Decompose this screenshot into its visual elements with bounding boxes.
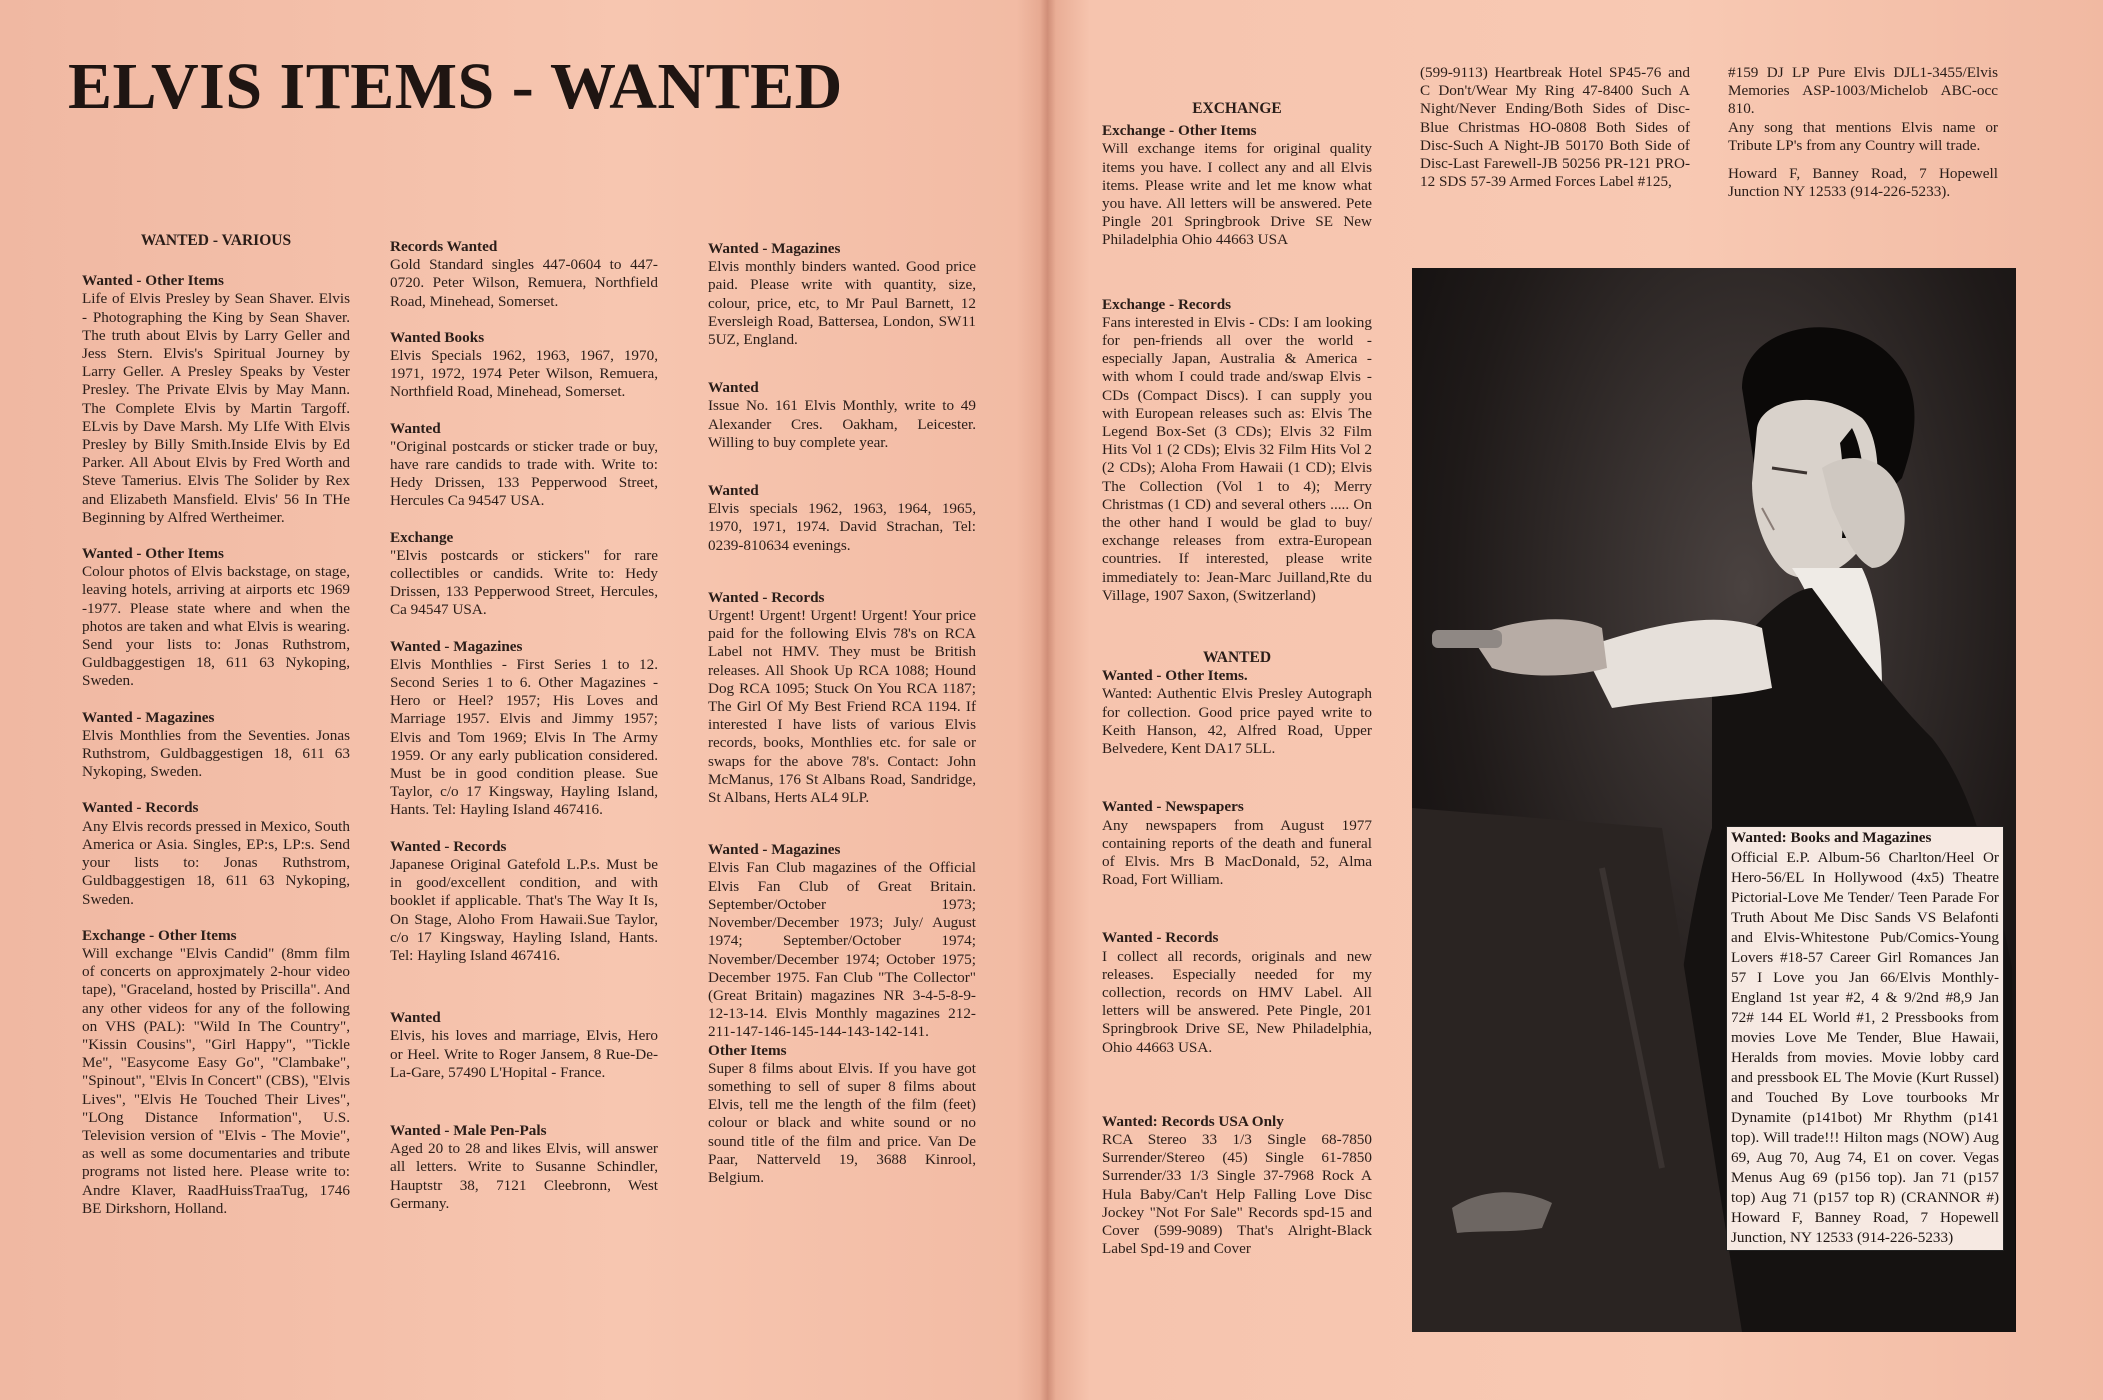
ad-text-continued: #159 DJ LP Pure Elvis DJL1-3455/Elvis Memories ASP-1003/Michelob ABC-occ 810. [1728,64,1998,118]
ad-heading: Exchange - Other Items [1102,122,1257,140]
ad-text: Wanted: Authentic Elvis Presley Autograph for collection. Good price payed write to Keith Hanson, 42, Alfred Road, Upper Belvedere, Kent DA17 5LL. [1102,685,1372,758]
ad-text: Aged 20 to 28 and likes Elvis, will answer all letters. Write to Susanne Schindler, Hauptstr 38, 7121 Cleebronn, West Germany. [390,1140,658,1212]
ad-text: Will exchange items for original quality items you have. I collect any and all Elvis items. Please write and let me know what you have. All letters will be answered. Pete Pingle 201 Springbrook Drive SE New Philadelphia Ohio 44663 USA [1102,140,1372,249]
ad-heading: Wanted - Magazines [708,841,841,859]
column-5 [1420,64,1690,191]
column-2 [390,238,658,1231]
column-4 [1102,100,1372,1276]
section-heading-wanted: WANTED [1202,649,1272,667]
classified-ad [1102,1113,1372,1259]
ad-text: Elvis monthly binders wanted. Good price paid. Please write with quantity, size, colour, price, etc, to Mr Paul Barnett, 12 Eversleigh Road, Battersea, London, SW11 5UZ, England. [708,258,976,349]
classified-ad [82,799,350,908]
classified-ad [708,841,976,1187]
section-heading-wanted-various: WANTED - VARIOUS [140,232,292,249]
ad-heading: Wanted [390,1009,441,1027]
ad-text: Urgent! Urgent! Urgent! Urgent! Your price paid for the following Elvis 78's on RCA Label not HMV. They must be British releases. All Shook Up RCA 1088; Hound Dog RCA 1095; Stuck On You RCA 1187; The Girl Of My Best Friend RCA 1194. If interested I have lists of various Elvis records, books, Monthlies etc. for sale or swaps for the above 78's. Contact: John McManus, 176 St Albans Road, Sandridge, St Albans, Herts AL4 9LP. [708,607,976,807]
classified-ad [390,1009,658,1082]
ad-text: Colour photos of Elvis backstage, on stage, leaving hotels, arriving at airports etc 1969 -1977. Please state where and when the photos are taken and what Elvis is wearing. Send your lists to: Jonas Ruthstrom, Guldbaggestigen 18, 611 63 Nykoping, Sweden. [82,563,350,690]
classified-ad [390,420,658,511]
ad-heading: Wanted [390,419,441,437]
classified-ad [708,482,976,555]
ad-text: RCA Stereo 33 1/3 Single 68-7850 Surrender/Stereo (45) Single 61-7850 Surrender/33 1/3 Single 37-7968 Rock A Hula Baby/Can't Help Falling Love Disc Jockey "Not For Sale" Records spd-15 and Cover (599-9089) That's Alright-Black Label Spd-19 and Cover [1102,1130,1372,1258]
box-heading: Wanted: Books and Magazines [1731,829,1932,846]
ad-text: Elvis Monthlies from the Seventies. Jonas Ruthstrom, Guldbaggestigen 18, 611 63 Nykoping, Sweden. [82,726,350,781]
column-1 [82,232,350,1236]
ad-heading: Wanted - Records [82,799,199,817]
ad-heading: Exchange [390,528,454,546]
ad-text: Any Elvis records pressed in Mexico, South America or Asia. Singles, EP:s, LP:s. Send your lists to: Jonas Ruthstrom, Guldbaggestigen 18, 611 63 Nykoping, Sweden. [82,817,350,908]
classified-ad [1102,798,1372,889]
classified-ad [1102,122,1372,249]
ad-heading: Wanted - Other Items [82,545,224,563]
ad-heading: Wanted - Newspapers [1102,798,1244,816]
ad-heading: Wanted - Male Pen-Pals [390,1121,547,1139]
classified-ad [390,638,658,820]
ad-heading: Wanted - Records [390,837,507,855]
classified-ad [1102,296,1372,605]
classified-ad [390,838,658,965]
ad-text: Elvis specials 1962, 1963, 1964, 1965, 1970, 1971, 1974. David Strachan, Tel: 0239-810634 evenings. [708,500,976,554]
classified-ad [1102,667,1372,758]
ad-text: Fans interested in Elvis - CDs: I am looking for pen-friends all over the world - especially Japan, Australia & America - with whom I could trade and/swap Elvis - CDs (Compact Discs). I can supply you with European releases such as: Elvis The Legend Box-Set (3 CDs); Elvis 32 Film Hits Vol 1 (2 CDs); Elvis 32 Film Hits Vol 2 (2 CDs); Aloha From Hawaii (1 CD); Elvis The Collection (Vol 1 to 4); Merry Christmas (1 CD) and several others ..... On the other hand I would be glad to buy/ exchange releases from extra-European countries. If interested, please write immediately to: Jean-Marc Juilland,Rte du Village, 1907 Saxon, (Switzerland) [1102,313,1372,604]
ad-heading: Wanted - Other Items [82,272,224,290]
ad-text: "Original postcards or sticker trade or buy, have rare candids to trade with. Write to: Hedy Drissen, 133 Pepperwood Street, Hercules Ca 94547 USA. [390,437,658,510]
classified-ad [390,529,658,620]
ad-heading: Wanted - Records [708,588,825,606]
ad-text: Issue No. 161 Elvis Monthly, write to 49 Alexander Cres. Oakham, Leicester. Willing to buy complete year. [708,397,976,451]
classified-ad [390,238,658,311]
ad-text: Life of Elvis Presley by Sean Shaver. Elvis - Photographing the King by Sean Shaver. The truth about Elvis by Larry Geller and Jess Stern. Elvis's Spiritual Journey by Larry Geller. A Presley Speaks by Vester Presley. The Private Elvis by May Mann. The Complete Elvis by Martin Targoff. ELvis by Dave Marsh. My LIfe With Elvis Presley by Billy Smith.Inside Elvis by Ed Parker. All About Elvis by Fred Worth and Steve Tamerius. Elvis The Solider by Rex and Elizabeth Mansfield. Elvis' 56 In THe Beginning by Alfred Wertheimer. [82,290,350,526]
classified-ad [82,709,350,782]
ad-heading: Records Wanted [390,238,498,255]
classified-ad [1102,929,1372,1056]
ad-text: Will exchange "Elvis Candid" (8mm film of concerts on approxjmately 2-hour video tape), "Graceland, hosted by Priscilla". And any other videos for any of the following on VHS (PAL): "Wild In The Country", "Kissin Cousins", "Girl Happy", "Tickle Me", "Easycome Easy Go", "Clambake", "Spinout", "Elvis In Concert" (CBS), "Elvis Lives", "Elvis He Touched Their Lives", "LOng Distance Information", U.S. Television version of "Elvis - The Movie", as well as some documentaries and tribute programs not listed here. Please write to: Andre Klaver, RaadHuissTraaTug, 1746 BE Dirkshorn, Holland. [82,944,350,1217]
ad-subheading: Other Items [708,1041,787,1059]
ad-text: Japanese Original Gatefold L.P.s. Must be in good/excellent condition, and with booklet if applicable. That's The Way It Is, On Stage, Aloho From Hawaii.Sue Taylor, c/o 17 Kingsway, Hayling Island, Hants. Tel: Hayling Island 467416. [390,855,658,964]
classified-ad [390,329,658,402]
box-text: Official E.P. Album-56 Charlton/Heel Or Hero-56/EL In Hollywood (4x5) Theatre Pictorial-Love Me Tender/ Teen Parade For Truth About Me Disc Sands VS Belafonti and Elvis-Whitestone Pub/Comics-Young Lovers #18-57 Career Girl Romances Jan 57 I Love you Jan 66/Elvis Monthly-England 1st year #2, 4 & 9/2nd #8,9 Jan 72# 144 EL World #1, 2 Pressbooks from movies Love Me Tender, Blue Hawaii, Heralds from movies. Movie lobby card and pressbook EL The Movie (Kurt Russel) and Touched By Love tourbooks Mr Dynamite (p141bot) Mr Rhythm (p141 top). Will trade!!! Hilton mags (NOW) Aug 69, Aug 70, Aug 74, E1 on cover. Vegas Menus Aug 69 (p156 top). Jan 71 (p157 top) Aug 71 (p157 top R) (CRANNOR #) Howard F, Banney Road, 7 Hopewell Junction, NY 12533 (914-226-5233) [1731,849,1999,1246]
ad-heading: Wanted - Other Items. [1102,667,1248,685]
ad-text: Any song that mentions Elvis name or Tribute LP's from any Country will trade. [1728,118,1998,154]
classified-ad [82,272,350,527]
ad-text: I collect all records, originals and new releases. Especially needed for my collection, records on HMV Label. All letters will be answered. Pete Pingle, 201 Springbrook Drive SE, New Philadelphia, Ohio 44663 USA. [1102,947,1372,1056]
ad-address: Howard F, Banney Road, 7 Hopewell Junction NY 12533 (914-226-5233). [1728,165,1998,201]
ad-heading: Wanted - Magazines [708,240,841,257]
classified-ad [708,589,976,807]
ad-text: Elvis Monthlies - First Series 1 to 12. Second Series 1 to 6. Other Magazines - Hero or Heel? 1957; His Loves and Marriage 1957. Elvis and Jimmy 1957; Elvis and Tom 1969; Elvis In The Army 1959. Or any early publication considered. Must be in good condition please. Sue Taylor, c/o 17 Kingsway, Hayling Island, Hants. Tel: Hayling Island 467416. [390,655,658,819]
section-heading-exchange: EXCHANGE [1192,100,1282,117]
ad-heading: Wanted Books [390,328,485,346]
classified-ad [82,545,350,691]
ad-text-continued: (599-9113) Heartbreak Hotel SP45-76 and C Don't/Wear My Ring 47-8400 Such A Night/Never Ending/Both Sides of Disc-Blue Christmas HO-0808 Both Sides of Disc-Such A Night-JB 50170 Both Side of Disc-Last Farewell-JB 50256 PR-121 PRO-12 SDS 57-39 Armed Forces Label #125, [1420,64,1690,191]
ad-heading: Wanted - Records [1102,929,1219,947]
ad-text: Super 8 films about Elvis. If you have got something to sell of super 8 films about Elvis, tell me the length of the film (feet) colour or black and white sound or no sound title of the film and price. Van De Paar, Natterveld 19, 3688 Kinrool, Belgium. [708,1059,976,1186]
ad-text: Elvis, his loves and marriage, Elvis, Hero or Heel. Write to Roger Jansem, 8 Rue-De-La-Gare, 57490 L'Hopital - France. [390,1027,658,1081]
ad-heading: Exchange - Other Items [82,926,237,944]
ad-heading: Exchange - Records [1102,295,1232,313]
ad-text: Any newspapers from August 1977 containing reports of the death and funeral of Elvis. Mrs B MacDonald, 52, Alma Road, Fort William. [1102,816,1372,889]
ad-heading: Wanted [708,379,759,397]
ad-heading: Wanted - Magazines [390,637,523,655]
classified-ad [708,379,976,452]
ad-text: Gold Standard singles 447-0604 to 447-0720. Peter Wilson, Remuera, Northfield Road, Minehead, Somerset. [390,256,658,310]
page-title: ELVIS ITEMS - WANTED [68,50,843,123]
ad-text: "Elvis postcards or stickers" for rare collectibles or candids. Write to: Hedy Drissen, 133 Pepperwood Street, Hercules, Ca 94547 USA. [390,546,658,619]
ad-heading: Wanted - Magazines [82,708,215,726]
ad-heading: Wanted [708,482,759,500]
ad-text: Elvis Specials 1962, 1963, 1967, 1970, 1971, 1972, 1974 Peter Wilson, Remuera, Northfield Road, Minehead, Somerset. [390,347,658,401]
page-gutter [1040,0,1056,1400]
column-3 [708,240,976,1205]
ad-heading: Wanted: Records USA Only [1102,1112,1284,1130]
wanted-books-magazines-box [1726,826,2004,1251]
ad-text: Elvis Fan Club magazines of the Official Elvis Fan Club of Great Britain. September/October 1973; November/December 1973; July/ August 1974; September/October 1974; November/December 1974; October 1975; December 1975. Fan Club "The Collector" (Great Britain) magazines NR 3-4-5-8-9-12-13-14. Elvis Monthly magazines 212-211-147-146-145-144-143-142-141. [708,859,976,1041]
classified-ad [390,1122,658,1213]
classified-ad [708,240,976,349]
classified-ad [82,927,350,1218]
column-6 [1728,64,1998,201]
